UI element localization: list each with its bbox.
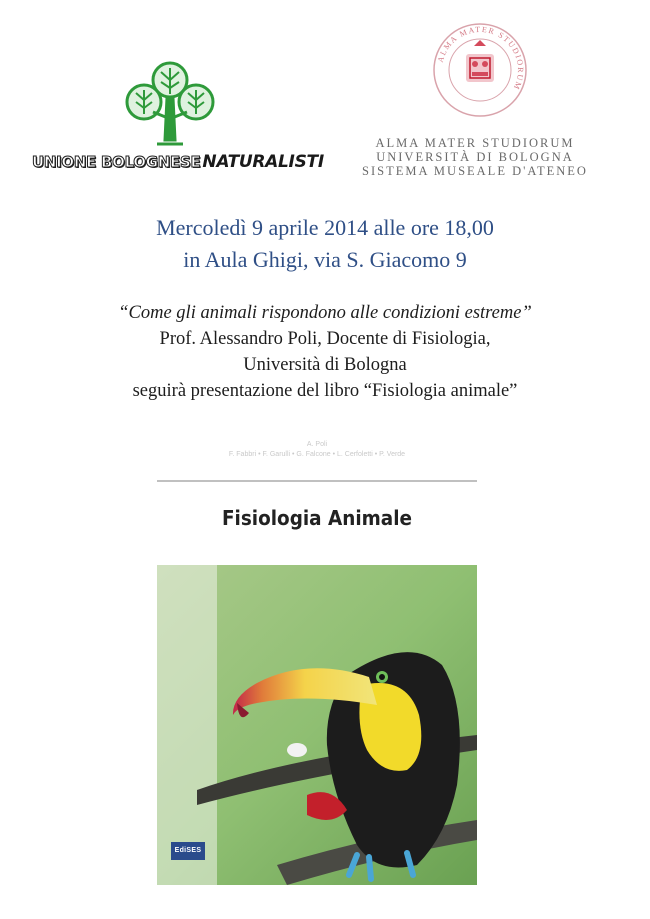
university-name [350, 136, 600, 178]
book-authors [157, 440, 477, 460]
talk-title: “Come gli animali rispondono alle condizioni estreme” [118, 303, 532, 323]
event-date: Mercoledì 9 aprile 2014 alle ore 18,00 [156, 215, 494, 240]
speaker: Prof. Alessandro Poli, Docente di Fisiologia, [159, 329, 491, 349]
cover-divider [157, 480, 477, 482]
university-line-1: ALMA MATER STUDIORUM [375, 136, 575, 150]
org-name-part1: UNIONE BOLOGNESE [32, 153, 201, 171]
event-info [0, 212, 650, 276]
affiliation: Università di Bologna [243, 355, 407, 375]
talk-info [0, 300, 650, 404]
org-name-part2: NATURALISTI [202, 152, 324, 172]
university-seal-icon [430, 20, 530, 120]
book-title: Fisiologia Animale [221, 506, 413, 530]
book-cover [157, 440, 477, 890]
naturalisti-logo [20, 60, 324, 175]
book-editor: A. Poli [306, 441, 328, 448]
publisher-logo: EdiSES [171, 842, 205, 860]
tree-icon [123, 60, 217, 148]
seal-text: ALMA MATER STUDIORUM [435, 24, 526, 92]
event-place: in Aula Ghigi, via S. Giacomo 9 [183, 247, 467, 272]
toucan-photo [157, 565, 477, 885]
org-name [32, 152, 324, 172]
book-author-list: F. Fabbri • F. Garulli • G. Falcone • L. Cerfoletti • P. Verde [228, 451, 406, 458]
university-line-3: SISTEMA MUSEALE D'ATENEO [362, 164, 588, 178]
book-presentation-note: seguirà presentazione del libro “Fisiologia animale” [132, 381, 518, 401]
university-line-2: UNIVERSITÀ DI BOLOGNA [376, 150, 574, 164]
